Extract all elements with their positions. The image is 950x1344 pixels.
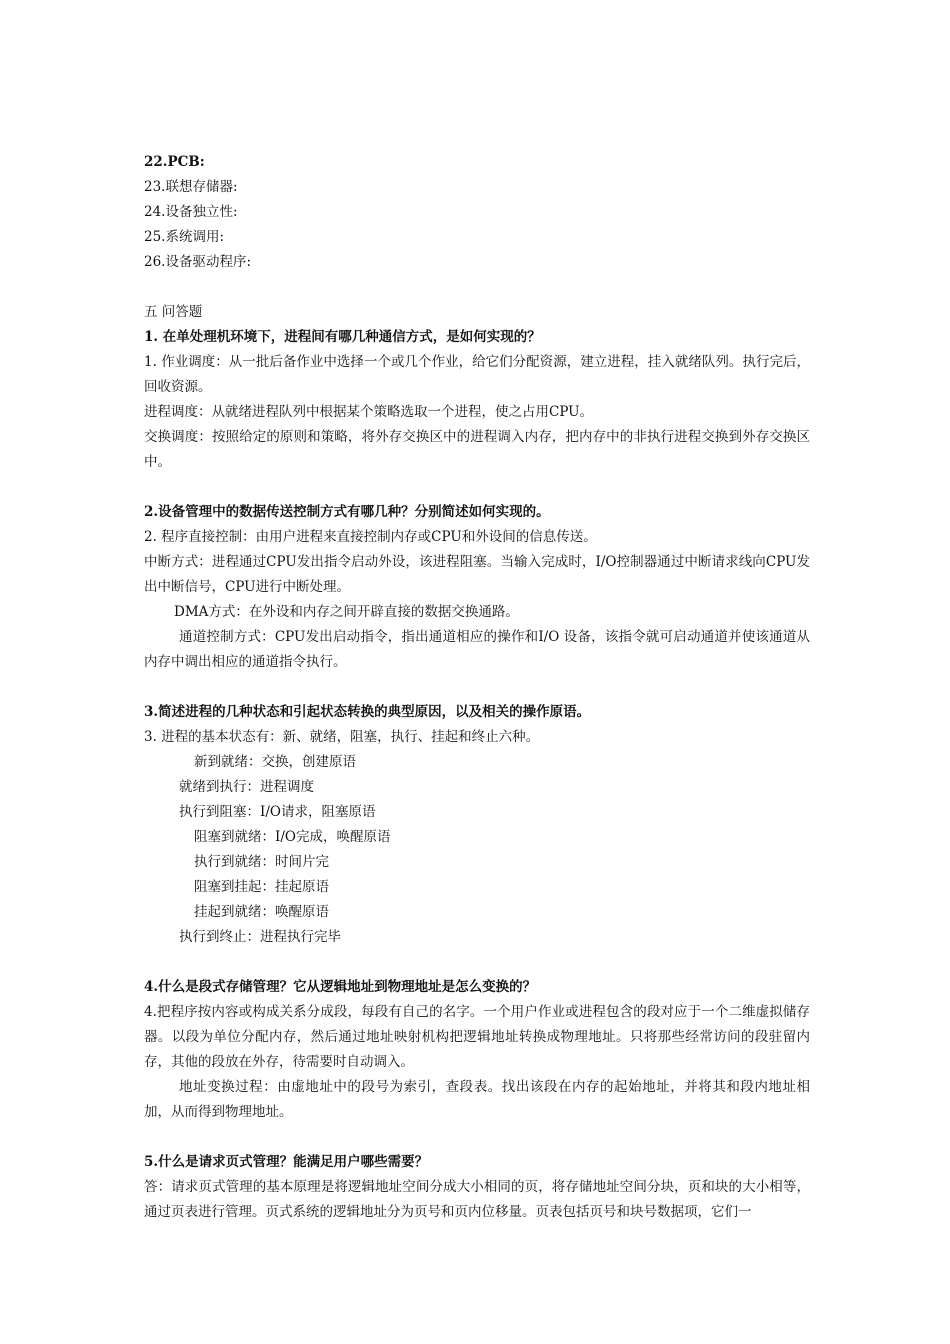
state-transition: 阻塞到就绪：I/O完成，唤醒原语: [194, 829, 391, 845]
state-transition: 执行到就绪：时间片完: [194, 854, 329, 870]
state-transition: 挂起到就绪：唤醒原语: [194, 904, 329, 920]
state-transition: 就绪到执行：进程调度: [179, 779, 314, 795]
state-transition: 阻塞到挂起：挂起原语: [194, 879, 329, 895]
state-transition: 新到就绪：交换，创建原语: [194, 754, 356, 770]
answer-4-paragraph: 4.把程序按内容或构成关系分成段，每段有自己的名字。一个用户作业或进程包含的段对应于一个二维虚拟储存器。以段为单位分配内存，然后通过地址映射机构把逻辑地址转换成物理地址。只将那些经常访问的段驻留内存，其他的段放在外存，待需要时自动调入。: [144, 1004, 810, 1070]
state-transition: 执行到终止：进程执行完毕: [179, 929, 341, 945]
term-system-call: 25.系统调用:: [144, 229, 225, 245]
question-4: 4.什么是段式存储管理？它从逻辑地址到物理地址是怎么变换的？: [144, 979, 537, 995]
answer-5-paragraph: 答：请求页式管理的基本原理是将逻辑地址空间分成大小相同的页，将存储地址空间分块，页和块的大小相等，通过页表进行管理。页式系统的逻辑地址分为页号和页内位移量。页表包括页号和块号数据项，它们一: [144, 1179, 810, 1220]
spacer: [144, 275, 810, 300]
term-pcb: 22.PCB:: [144, 154, 205, 170]
question-3: 3.简述进程的几种状态和引起状态转换的典型原因，以及相关的操作原语。: [144, 704, 591, 720]
answer-2-paragraph: 2. 程序直接控制：由用户进程来直接控制内存或CPU和外设间的信息传送。: [144, 529, 597, 545]
term-device-independence: 24.设备独立性:: [144, 204, 238, 220]
question-5: 5.什么是请求页式管理？能满足用户哪些需要？: [144, 1154, 429, 1170]
answer-2-paragraph: 中断方式：进程通过CPU发出指令启动外设，该进程阻塞。当输入完成时，I/O控制器通过中断请求线向CPU发出中断信号，CPU进行中断处理。: [144, 554, 810, 595]
question-2: 2.设备管理中的数据传送控制方式有哪几种？分别简述如何实现的。: [144, 504, 550, 520]
answer-1-paragraph: 1. 作业调度：从一批后备作业中选择一个或几个作业，给它们分配资源，建立进程，挂入就绪队列。执行完后，回收资源。: [144, 354, 810, 395]
answer-2-paragraph: DMA方式：在外设和内存之间开辟直接的数据交换通路。: [174, 604, 519, 620]
spacer: [144, 1125, 810, 1150]
answer-3-intro: 3. 进程的基本状态有：新、就绪，阻塞，执行、挂起和终止六种。: [144, 729, 540, 745]
term-associative-memory: 23.联想存储器:: [144, 179, 238, 195]
term-device-driver: 26.设备驱动程序:: [144, 254, 252, 270]
spacer: [144, 950, 810, 975]
answer-2-paragraph: 通道控制方式：CPU发出启动指令，指出通道相应的操作和I/O 设备，该指令就可启动通道并使该通道从内存中调出相应的通道指令执行。: [144, 629, 810, 670]
document-page: [144, 150, 810, 1225]
section-title: 五 问答题: [144, 304, 203, 320]
answer-1-paragraph: 进程调度：从就绪进程队列中根据某个策略选取一个进程，使之占用CPU。: [144, 404, 594, 420]
answer-4-paragraph: 地址变换过程：由虚地址中的段号为索引，查段表。找出该段在内存的起始地址，并将其和段内地址相加，从而得到物理地址。: [144, 1079, 810, 1120]
question-1: 1. 在单处理机环境下，进程间有哪几种通信方式，是如何实现的？: [144, 329, 541, 345]
spacer: [144, 675, 810, 700]
spacer: [144, 475, 810, 500]
answer-1-paragraph: 交换调度：按照给定的原则和策略，将外存交换区中的进程调入内存，把内存中的非执行进程交换到外存交换区中。: [144, 429, 810, 470]
state-transition: 执行到阻塞：I/O请求，阻塞原语: [179, 804, 376, 820]
